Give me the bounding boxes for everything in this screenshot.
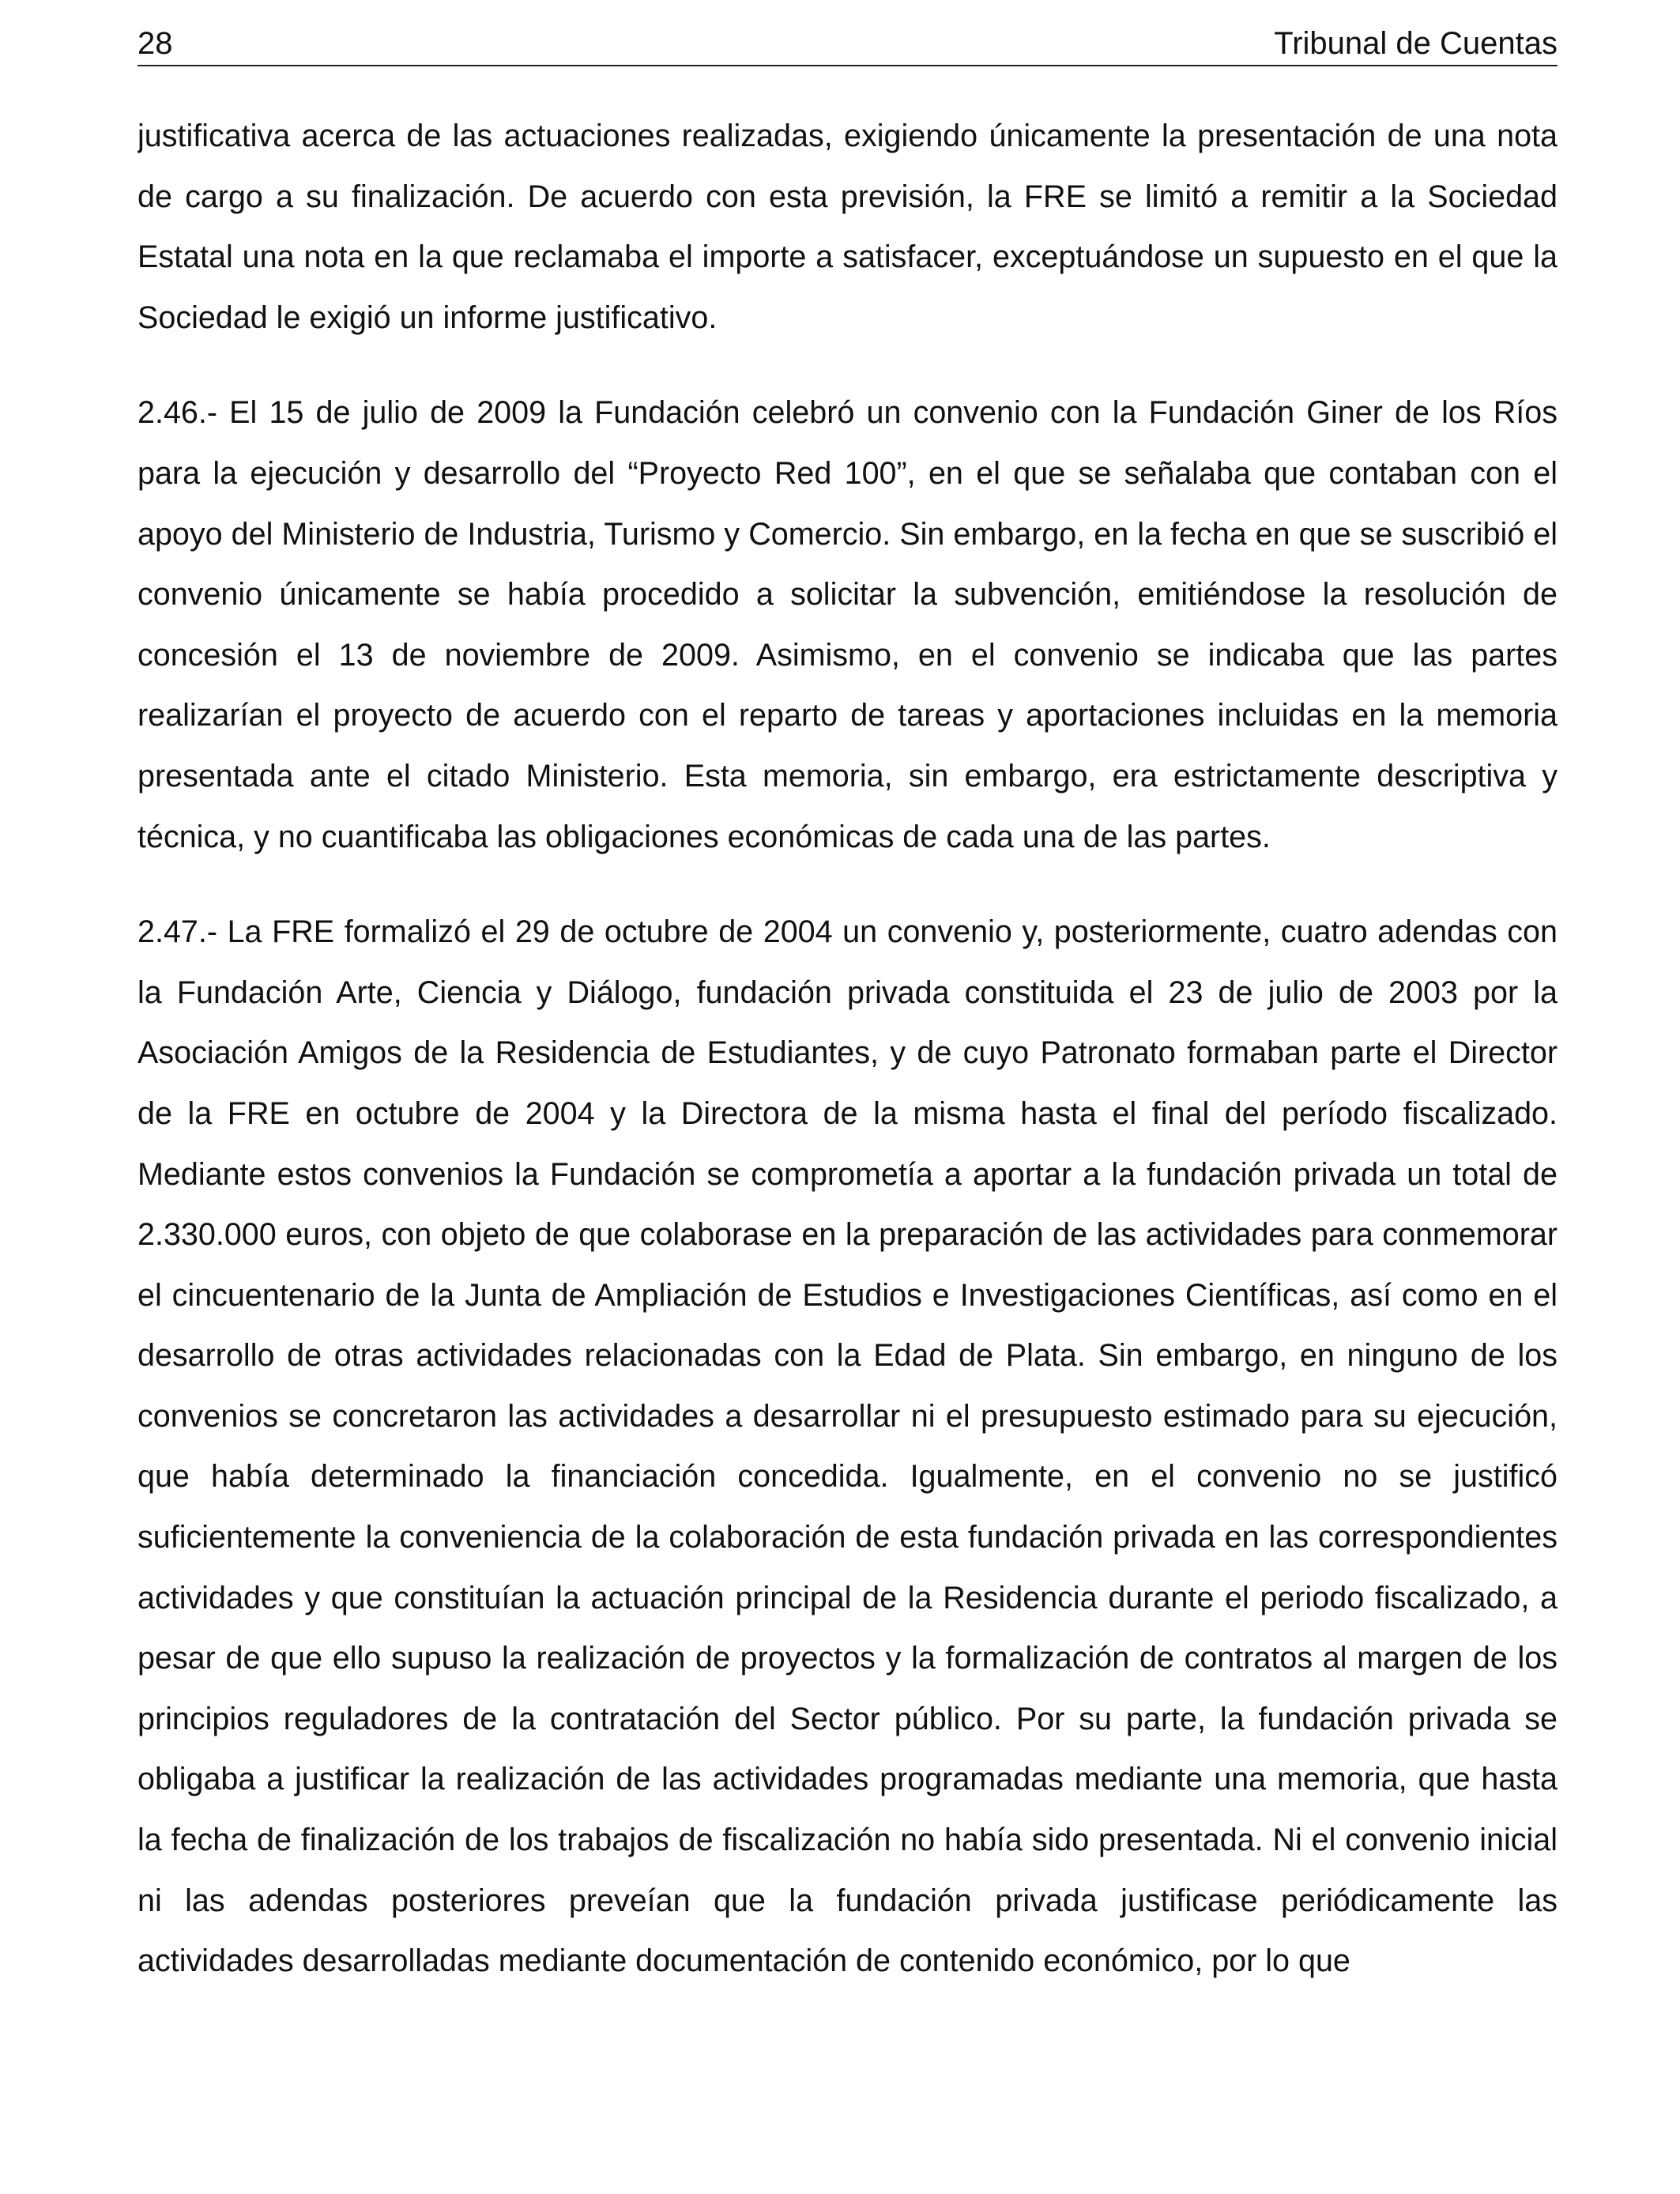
running-title: Tribunal de Cuentas <box>1274 26 1558 61</box>
page-number: 28 <box>137 26 173 61</box>
paragraph-continuation: justificativa acerca de las actuaciones realizadas, exigiendo únicamente la presentación de una nota de cargo a su finalización. De acuerdo con esta previsión, la FRE se limitó a remitir a la Sociedad Estatal una nota en la que reclamaba el importe a satisfacer, exceptuándose un supuesto en el que la Sociedad le exigió un informe justificativo. <box>137 119 1558 335</box>
body-text <box>137 106 1558 1992</box>
page-header <box>137 24 1558 66</box>
paragraph-2-47: 2.47.- La FRE formalizó el 29 de octubre de 2004 un convenio y, posteriormente, cuatro adendas con la Fundación Arte, Ciencia y Diálogo, fundación privada constituida el 23 de julio de 2003 por la Asociación Amigos de la Residencia de Estudiantes, y de cuyo Patronato formaban parte el Director de la FRE en octubre de 2004 y la Directora de la misma hasta el final del período fiscalizado. Mediante estos convenios la Fundación se comprometía a aportar a la fundación privada un total de 2.330.000 euros, con objeto de que colaborase en la preparación de las actividades para conmemorar el cincuentenario de la Junta de Ampliación de Estudios e Investigaciones Científicas, así como en el desarrollo de otras actividades relacionadas con la Edad de Plata. Sin embargo, en ninguno de los convenios se concretaron las actividades a desarrollar ni el presupuesto estimado para su ejecución, que había determinado la financiación concedida. Igualmente, en el convenio no se justificó suficientemente la conveniencia de la colaboración de esta fundación privada en las correspondientes actividades y que constituían la actuación principal de la Residencia durante el periodo fiscalizado, a pesar de que ello supuso la realización de proyectos y la formalización de contratos al margen de los principios reguladores de la contratación del Sector público. Por su parte, la fundación privada se obligaba a justificar la realización de las actividades programadas mediante una memoria, que hasta la fecha de finalización de los trabajos de fiscalización no había sido presentada. Ni el convenio inicial ni las adendas posteriores preveían que la fundación privada justificase periódicamente las actividades desarrolladas mediante documentación de contenido económico, por lo que <box>137 914 1558 1979</box>
paragraph-2-46: 2.46.- El 15 de julio de 2009 la Fundación celebró un convenio con la Fundación Giner de los Ríos para la ejecución y desarrollo del “Proyecto Red 100”, en el que se señalaba que contaban con el apoyo del Ministerio de Industria, Turismo y Comercio. Sin embargo, en la fecha en que se suscribió el convenio únicamente se había procedido a solicitar la subvención, emitiéndose la resolución de concesión el 13 de noviembre de 2009. Asimismo, en el convenio se indicaba que las partes realizarían el proyecto de acuerdo con el reparto de tareas y aportaciones incluidas en la memoria presentada ante el citado Ministerio. Esta memoria, sin embargo, era estrictamente descriptiva y técnica, y no cuantificaba las obligaciones económicas de cada una de las partes. <box>137 395 1558 854</box>
